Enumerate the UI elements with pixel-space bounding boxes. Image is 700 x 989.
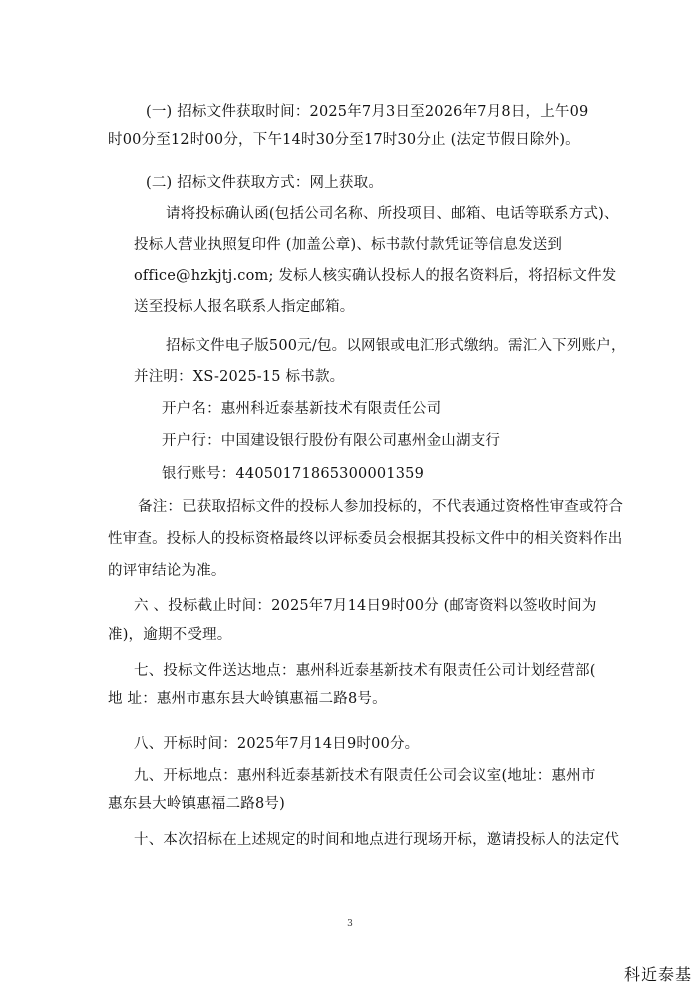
text-line: (二) 招标文件获取方式：网上获取。 xyxy=(146,175,384,191)
text-line: (一) 招标文件获取时间：2025年7月3日至2026年7月8日，上午09 xyxy=(146,104,589,120)
text-line: 招标文件电子版500元/包。以网银或电汇形式缴纳。需汇入下列账户， xyxy=(166,338,626,354)
section-seven-line: 七、投标文件送达地点：惠州科近泰基新技术有限责任公司计划经营部( xyxy=(134,663,596,679)
text-line: 地 址：惠州市惠东县大岭镇惠福二路8号。 xyxy=(108,691,387,707)
section-nine-line: 九、开标地点：惠州科近泰基新技术有限责任公司会议室(地址：惠州市 xyxy=(134,768,596,784)
text-line: 性审查。投标人的投标资格最终以评标委员会根据其投标文件中的相关资料作出 xyxy=(108,531,623,547)
text-line: 送至投标人报名联系人指定邮箱。 xyxy=(134,299,355,315)
text-line: 备注：已获取招标文件的投标人参加投标的，不代表通过资格性审查或符合 xyxy=(138,499,624,515)
page-number: 3 xyxy=(347,919,353,929)
watermark: 科近泰基 xyxy=(623,965,692,984)
text-line: 请将投标确认函(包括公司名称、所投项目、邮箱、电话等联系方式)、 xyxy=(166,206,619,222)
text-line: 惠东县大岭镇惠福二路8号) xyxy=(108,796,285,812)
account-name-line: 开户名：惠州科近泰基新技术有限责任公司 xyxy=(162,401,442,417)
text-line: 投标人营业执照复印件 (加盖公章)、标书款付款凭证等信息发送到 xyxy=(134,237,563,253)
text-line: 的评审结论为准。 xyxy=(108,563,226,579)
section-eight-line: 八、开标时间：2025年7月14日9时00分。 xyxy=(134,736,420,752)
bank-line: 开户行：中国建设银行股份有限公司惠州金山湖支行 xyxy=(162,433,501,449)
text-line: office@hzkjtj.com; 发标人核实确认投标人的报名资料后，将招标文件发 xyxy=(134,268,617,284)
section-ten-line: 十、本次招标在上述规定的时间和地点进行现场开标，邀请投标人的法定代 xyxy=(134,832,620,848)
text-line: 时00分至12时00分，下午14时30分至17时30分止 (法定节假日除外)。 xyxy=(108,132,580,148)
section-six-line: 六 、投标截止时间：2025年7月14日9时00分 (邮寄资料以签收时间为 xyxy=(134,598,597,614)
account-number-line: 银行账号：44050171865300001359 xyxy=(162,466,425,482)
text-line: 并注明：XS-2025-15 标书款。 xyxy=(134,369,345,385)
text-line: 准)，逾期不受理。 xyxy=(108,627,232,643)
